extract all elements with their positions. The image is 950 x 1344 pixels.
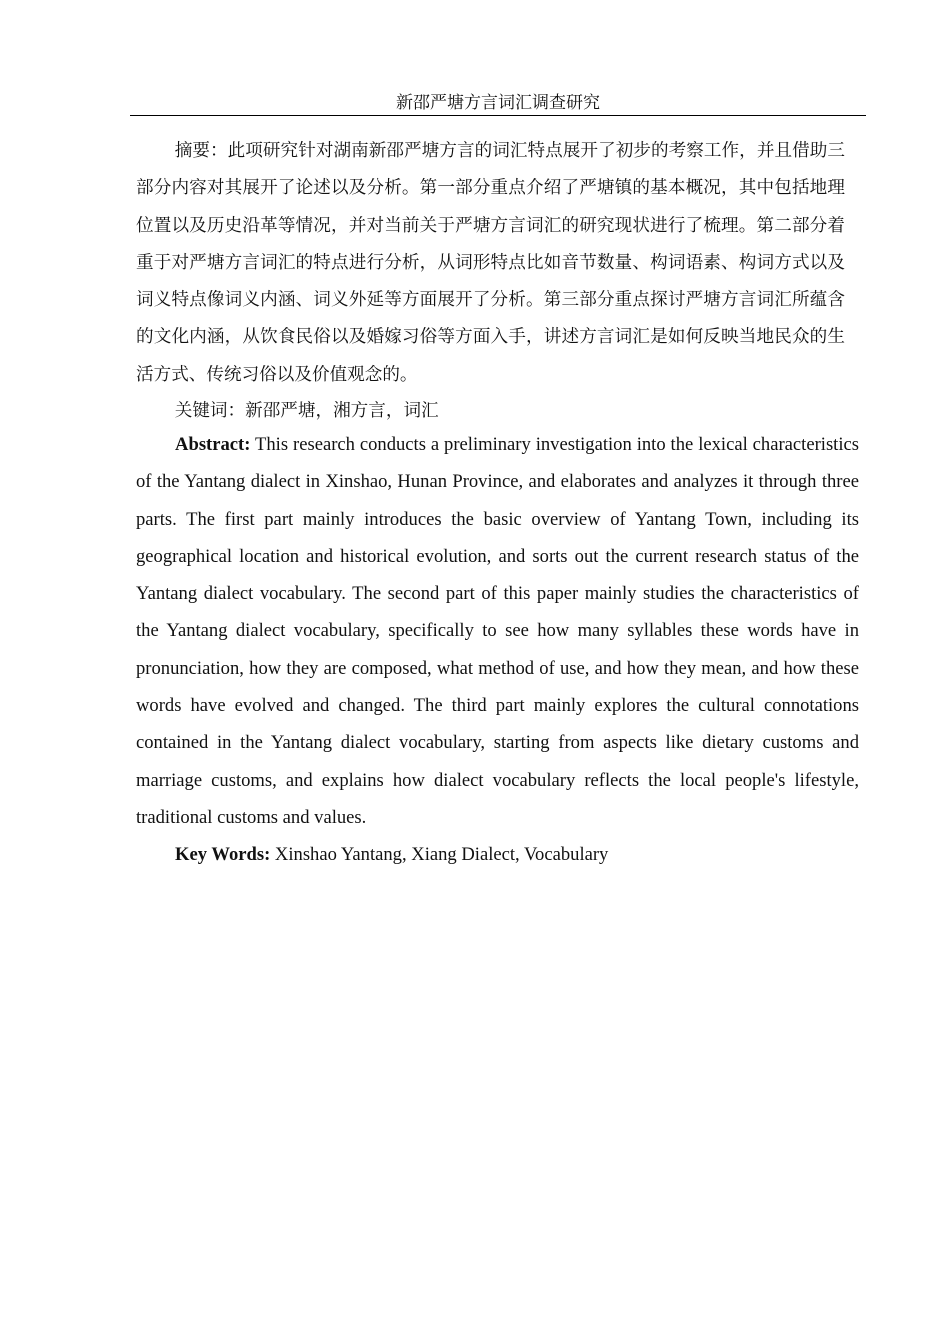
- chinese-abstract-label: 摘要：: [174, 141, 228, 161]
- english-abstract: [136, 426, 859, 836]
- english-keywords-text: Xinshao Yantang, Xiang Dialect, Vocabulary: [274, 844, 609, 865]
- chinese-abstract: [136, 133, 859, 394]
- chinese-keywords: [136, 393, 859, 430]
- english-abstract-text: This research conducts a preliminary investigation into the lexical characteristics of the Yantang dialect in Xinshao, Hunan Province, and elaborates and analyzes it through three parts. The first part mainly introduces the basic overview of Yantang Town, including its geographical location and historical evolution, and sorts out the current research status of the Yantang dialect vocabulary. The second part of this paper mainly studies the characteristics of the Yantang dialect vocabulary, specifically to see how many syllables these words have in pronunciation, how they are composed, what method of use, and how they mean, and how these words have evolved and changed. The third part mainly explores the cultural connotations contained in the Yantang dialect vocabulary, starting from aspects like dietary customs and marriage customs, and explains how dialect vocabulary reflects the local people's lifestyle, traditional customs and values.: [136, 434, 859, 828]
- english-abstract-label: Abstract:: [175, 434, 251, 455]
- english-keywords-label: Key Words:: [175, 844, 271, 865]
- header-title: 新邵严塘方言词汇调查研究: [396, 93, 600, 113]
- english-keywords: [136, 836, 859, 873]
- running-header: [130, 92, 866, 116]
- chinese-keywords-text: 新邵严塘，湘方言，词汇: [245, 401, 439, 421]
- chinese-abstract-text: 此项研究针对湖南新邵严塘方言的词汇特点展开了初步的考察工作，并且借助三部分内容对其展开了论述以及分析。第一部分重点介绍了严塘镇的基本概况，其中包括地理位置以及历史沿革等情况，并对当前关于严塘方言词汇的研究现状进行了梳理。第二部分着重于对严塘方言词汇的特点进行分析，从词形特点比如音节数量、构词语素、构词方式以及词义特点像词义内涵、词义外延等方面展开了分析。第三部分重点探讨严塘方言词汇所蕴含的文化内涵，从饮食民俗以及婚嫁习俗等方面入手，讲述方言词汇是如何反映当地民众的生活方式、传统习俗以及价值观念的。: [136, 141, 845, 385]
- chinese-keywords-label: 关键词：: [174, 401, 246, 421]
